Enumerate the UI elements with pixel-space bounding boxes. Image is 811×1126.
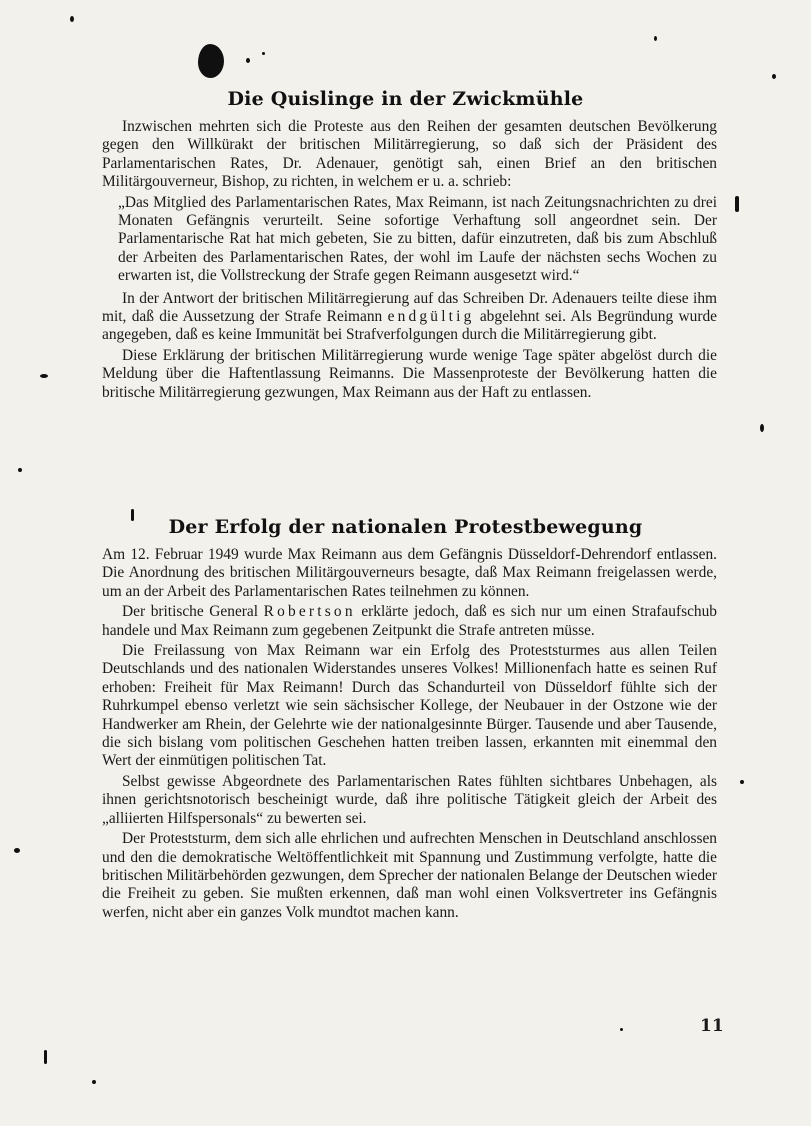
paragraph: Diese Erklärung der britischen Militärregierung wurde wenige Tage später abgelöst durch die Meldung über die Haftentlassung Reimanns. Die Massenproteste der Bevölkerung hatten die britische Militärregierung gezwungen, Max Reimann aus der Haft zu entlassen. bbox=[102, 346, 717, 401]
text-run: erklärte jedoch, daß es sich nur um einen Strafaufschub handele und Max Reimann zum gegebenen Zeitpunkt die Strafe antreten müsse. bbox=[102, 603, 717, 639]
speck bbox=[44, 1050, 47, 1064]
speck bbox=[70, 16, 74, 22]
speck bbox=[735, 196, 739, 212]
paragraph: Der Proteststurm, dem sich alle ehrlichen und aufrechten Menschen in Deutschland anschlossen und den die demokratische Weltöffentlichkeit mit Spannung und Zustimmung verfolgte, hatte die britischen Militärbehörden gezwungen, dem Sprecher der nationalen Belange der Deutschen wieder die Freiheit zu geben. Sie mußten erkennen, daß man wohl einen Volksvertreter ins Gefängnis werfen, nicht aber ein ganzes Volk mundtot machen kann. bbox=[102, 830, 717, 921]
speck bbox=[92, 1080, 96, 1084]
speck bbox=[14, 848, 20, 853]
quote-text: „Das Mitglied des Parlamentarischen Rates, Max Reimann, ist nach Zeitungsnachrichten zu drei Monaten Gefängnis verurteilt. Seine sofortige Verhaftung soll angeordnet sein. Der Parlamentarische Rat hat mich gebeten, Sie zu bitten, dafür einzutreten, daß bis zum Abschluß der Arbeiten des Parlamentarischen Rates, der wohl im Laufe der nächsten sechs Wochen zu erwarten ist, die Vollstreckung der Strafe gegen Reimann ausgesetzt wird.“ bbox=[118, 193, 717, 285]
page-number: 11 bbox=[700, 1016, 724, 1036]
section-body-quislinge bbox=[102, 118, 717, 404]
block-quote bbox=[118, 194, 717, 286]
paragraph: Inzwischen mehrten sich die Proteste aus den Reihen der gesamten deutschen Bevölkerung gegen den Willkürakt der britischen Militärregierung, so daß sich der Präsident des Parlamentarischen Rates, Dr. Adenauer, genötigt sah, einen Brief an den britischen Militärgouverneur, Bishop, zu richten, in welchem er u. a. schrieb: bbox=[102, 118, 717, 191]
speck bbox=[40, 374, 48, 378]
text-run: In der Antwort der britischen Militärregierung auf das Schreiben Dr. Adenauers teilte diese ihm mit, daß die Aussetzung der Strafe Reimann bbox=[102, 289, 717, 326]
speck bbox=[740, 780, 744, 784]
section-heading-protestbewegung: Der Erfolg der nationalen Protestbewegung bbox=[168, 516, 643, 538]
section-heading-quislinge: Die Quislinge in der Zwickmühle bbox=[227, 88, 584, 110]
text-run: abgelehnt sei. Als Begründung wurde angegeben, daß es keine Immunität bei Strafverfolgungen durch die Militärregierung gibt. bbox=[102, 308, 717, 344]
speck bbox=[654, 36, 657, 41]
paragraph: Selbst gewisse Abgeordnete des Parlamentarischen Rates fühlten sichtbares Unbehagen, als ihnen gerichtsnotorisch bescheinigt wurde, daß ihre politische Tätigkeit gleich der Arbeit des „alliierten Hilfspersonals“ zu bewerten sei. bbox=[102, 772, 717, 827]
emphasized-word: endgültig bbox=[387, 308, 475, 326]
paragraph bbox=[102, 290, 717, 345]
paragraph: Die Freilassung von Max Reimann war ein Erfolg des Proteststurmes aus allen Teilen Deutschlands und des nationalen Widerstandes unseres Volkes! Millionenfach hatte es seinen Ruf erhoben: Freiheit für Max Reimann! Durch das Schandurteil von Düsseldorf fühlte sich der Ruhrkumpel ebenso verletzt wie sein sächsischer Kollege, der Neubauer in der Ostzone wie der Handwerker am Rhein, der Gelehrte wie der nationalgesinnte Bürger. Tausende und aber Tausende, die sich bislang vom politischen Geschehen hatten treiben lassen, erkannten mit einemmal den Wert der einmütigen politischen Tat. bbox=[102, 642, 717, 770]
emphasized-name: Robertson bbox=[263, 603, 356, 621]
speck bbox=[246, 58, 250, 63]
speck bbox=[760, 424, 764, 432]
text-run: Der britische General bbox=[122, 603, 259, 621]
speck bbox=[772, 74, 776, 79]
section-body-protestbewegung bbox=[102, 546, 717, 924]
ink-blot bbox=[198, 44, 224, 78]
speck bbox=[262, 52, 265, 55]
speck bbox=[18, 468, 22, 472]
paragraph: Am 12. Februar 1949 wurde Max Reimann aus dem Gefängnis Düsseldorf-Dehrendorf entlassen. Die Anordnung des britischen Militärgouverneurs besagte, daß Max Reimann freigelassen werde, um an der Arbeit des Parlamentarischen Rates teilnehmen zu können. bbox=[102, 546, 717, 600]
speck bbox=[620, 1028, 623, 1031]
paragraph bbox=[102, 603, 717, 640]
